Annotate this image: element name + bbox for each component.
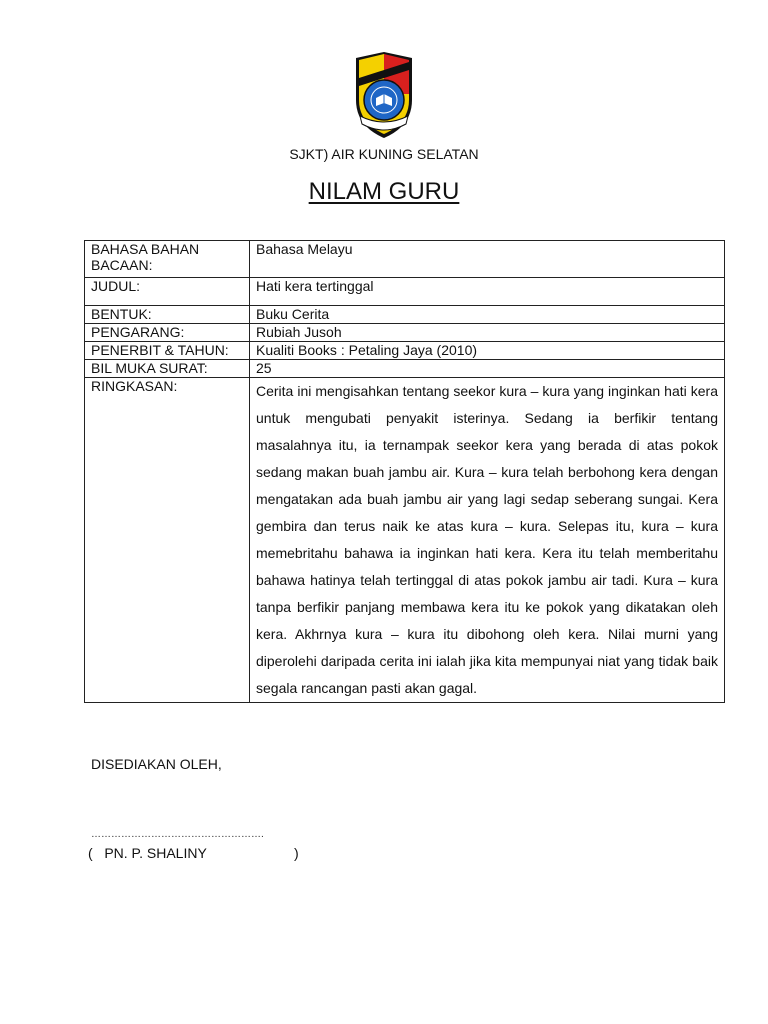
table-row bbox=[85, 241, 725, 278]
signature-close-paren: ) bbox=[294, 845, 299, 861]
prepared-by-label: DISEDIAKAN OLEH, bbox=[91, 756, 222, 772]
page-title: NILAM GURU bbox=[308, 178, 460, 205]
book-info-table bbox=[84, 240, 725, 703]
row-value: Kualiti Books : Petaling Jaya (2010) bbox=[250, 342, 725, 360]
row-label: RINGKASAN: bbox=[85, 378, 250, 703]
table-row bbox=[85, 378, 725, 703]
row-value: 25 bbox=[250, 360, 725, 378]
row-label: BAHASA BAHAN BACAAN: bbox=[85, 241, 250, 278]
table-row bbox=[85, 360, 725, 378]
row-value: Rubiah Jusoh bbox=[250, 324, 725, 342]
table-row bbox=[85, 324, 725, 342]
signature-name bbox=[88, 845, 299, 861]
table-row bbox=[85, 306, 725, 324]
signature-line: ……………………………………………. bbox=[91, 829, 264, 840]
row-value: Hati kera tertinggal bbox=[250, 278, 725, 306]
school-name: SJKT) AIR KUNING SELATAN bbox=[289, 146, 479, 162]
row-value: Buku Cerita bbox=[250, 306, 725, 324]
row-label: BIL MUKA SURAT: bbox=[85, 360, 250, 378]
row-label: PENGARANG: bbox=[85, 324, 250, 342]
row-label: JUDUL: bbox=[85, 278, 250, 306]
row-value: Bahasa Melayu bbox=[250, 241, 725, 278]
row-label: BENTUK: bbox=[85, 306, 250, 324]
table-row bbox=[85, 342, 725, 360]
summary-text: Cerita ini mengisahkan tentang seekor kura – kura yang inginkan hati kera untuk mengubati penyakit isterinya. Sedang ia berfikir tentang masalahnya itu, ia ternampak seekor kera yang berada di atas pokok sedang makan buah jambu air. Kura – kura telah berbohong kera dengan mengatakan ada buah jambu air yang lagi sedap seberang sungai. Kera gembira dan terus naik ke atas kura – kura. Selepas itu, kura – kura memebritahu bahawa ia inginkan hati kera. Kera itu telah memberitahu bahawa hatinya telah tertinggal di atas pokok jambu air tadi. Kura – kura tanpa berfikir panjang membawa kera itu ke pokok yang dikatakan oleh kera. Akhrnya kura – kura itu dibohong oleh kera. Nilai murni yang diperolehi daripada cerita ini ialah jika kita mempunyai niat yang tidak baik segala rancangan pasti akan gagal. bbox=[250, 378, 725, 703]
signature-name-text: ( PN. P. SHALINY bbox=[88, 845, 207, 861]
school-crest-logo bbox=[346, 48, 422, 140]
row-label: PENERBIT & TAHUN: bbox=[85, 342, 250, 360]
table-row bbox=[85, 278, 725, 306]
